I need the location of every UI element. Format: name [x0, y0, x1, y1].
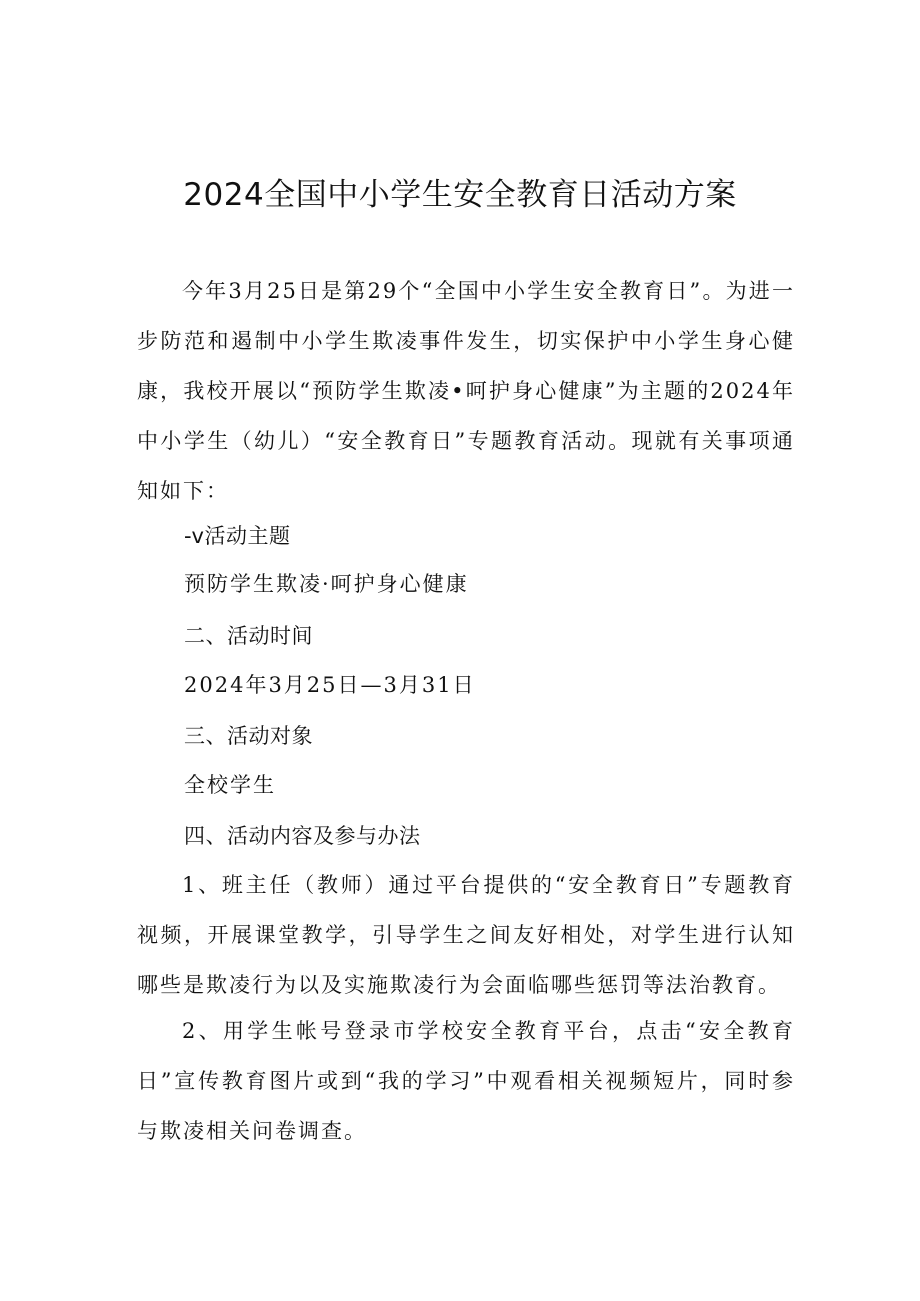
section-4-heading: 四、活动内容及参与办法: [184, 824, 421, 848]
section-2-heading: 二、活动时间: [184, 624, 313, 648]
section-1-content: 预防学生欺凌·呵护身心健康: [184, 572, 469, 596]
intro-paragraph: 今年3月25日是第29个“全国中小学生安全教育日”。为进一步防范和遏制中小学生欺凌事件发生，切实保护中小学生身心健康，我校开展以“预防学生欺凌•呵护身心健康”为主题的2024年中小学生（幼儿）“安全教育日”专题教育活动。现就有关事项通知如下：: [137, 279, 795, 503]
section-1-heading: -v活动主题: [184, 524, 291, 548]
section-3-heading: 三、活动对象: [184, 724, 313, 748]
document-title: 2024全国中小学生安全教育日活动方案: [183, 177, 737, 213]
item-2-paragraph: 2、用学生帐号登录市学校安全教育平台，点击“安全教育日”宣传教育图片或到“我的学习”中观看相关视频短片，同时参与欺凌相关问卷调查。: [137, 1019, 795, 1143]
section-3-content: 全校学生: [184, 773, 276, 797]
item-1-paragraph: 1、班主任（教师）通过平台提供的“安全教育日”专题教育视频，开展课堂教学，引导学生之间友好相处，对学生进行认知哪些是欺凌行为以及实施欺凌行为会面临哪些惩罚等法治教育。: [137, 873, 795, 997]
section-2-content: 2024年3月25日—3月31日: [184, 673, 476, 697]
